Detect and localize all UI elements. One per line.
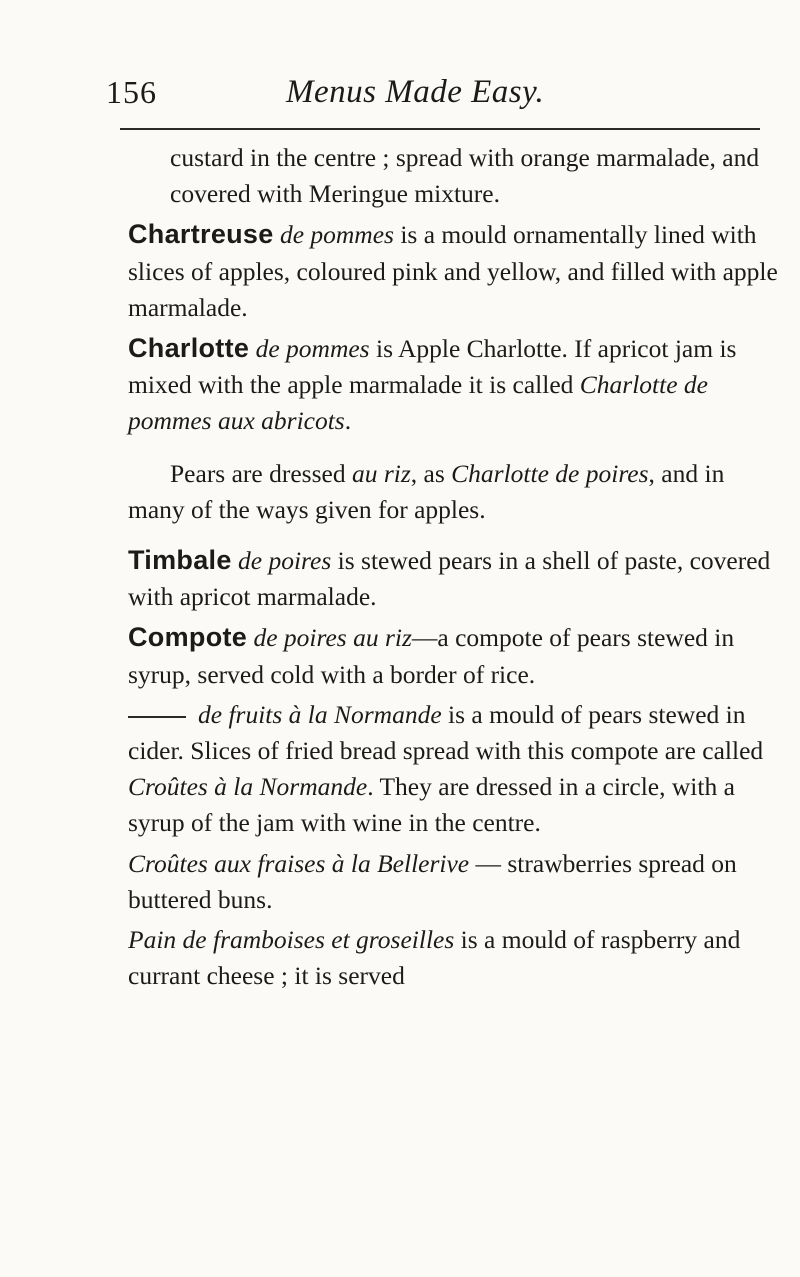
- entry-compote: [128, 619, 780, 692]
- entry-custard-continued: [170, 140, 780, 212]
- entry-text: , and in many of the ways given for apples.: [128, 458, 725, 524]
- entry-term: Croûtes aux fraises à la Bellerive: [128, 848, 470, 878]
- entry-term: Timbale: [128, 545, 232, 576]
- entry-text: —a compote of pears stewed in syrup, served cold with a border of rice.: [128, 623, 735, 689]
- header-rule: [120, 128, 760, 130]
- page-body: [128, 140, 780, 994]
- ditto-dash: [128, 716, 186, 718]
- entry-text: is Apple Charlotte. If apricot jam is mixed with the apple marmalade it is called: [128, 334, 737, 400]
- entry-text: , as: [410, 458, 452, 488]
- entry-term: Charlotte: [128, 333, 250, 364]
- entry-text: .: [344, 406, 352, 436]
- entry-text: custard in the centre ; spread with orange marmalade, and covered with Meringue mixture.: [170, 143, 760, 209]
- entry-dish-name: Charlotte de poires: [451, 458, 649, 488]
- entry-style: au riz: [351, 458, 411, 488]
- entry-qualifier: de pommes: [255, 334, 370, 364]
- entry-charlotte: [128, 330, 780, 440]
- page-number: 156: [106, 74, 157, 110]
- entry-qualifier: de fruits à la Normande: [198, 699, 442, 729]
- entry-term: Compote: [128, 622, 248, 653]
- entry-qualifier: de poires: [238, 546, 332, 576]
- entry-fruits-normande: [128, 697, 780, 842]
- entry-text: is stewed pears in a shell of paste, covered with apricot marmalade.: [128, 546, 771, 612]
- entry-text: is a mould ornamentally lined with slices of apples, coloured pink and yellow, and filled with apple marmalade.: [128, 220, 778, 322]
- entry-term: Chartreuse: [128, 219, 274, 250]
- entry-dish-name: Charlotte de pommes aux abricots: [128, 370, 708, 436]
- entry-text: . They are dressed in a circle, with a syrup of the jam with wine in the centre.: [128, 772, 735, 838]
- entry-term: Pain de framboises et groseilles: [128, 925, 455, 955]
- paragraph-pears: [128, 456, 780, 528]
- entry-text: is a mould of raspberry and currant cheese ; it is served: [128, 925, 741, 991]
- entry-croutes-bellerive: [128, 846, 780, 918]
- entry-text: is a mould of pears stewed in cider. Slices of fried bread spread with this compote are called: [128, 699, 764, 766]
- entry-text: Pears are dressed: [170, 458, 352, 488]
- entry-pain-framboises: [128, 922, 780, 994]
- entry-qualifier: de poires au riz: [253, 623, 412, 653]
- entry-timbale: [128, 542, 780, 615]
- page-header: [106, 74, 766, 130]
- entry-qualifier: de pommes: [279, 220, 394, 250]
- running-title: Menus Made Easy.: [286, 74, 545, 110]
- entry-chartreuse: [128, 216, 780, 326]
- entry-dish-name: Croûtes à la Normande: [128, 772, 368, 802]
- entry-text: — strawberries spread on buttered buns.: [128, 848, 737, 914]
